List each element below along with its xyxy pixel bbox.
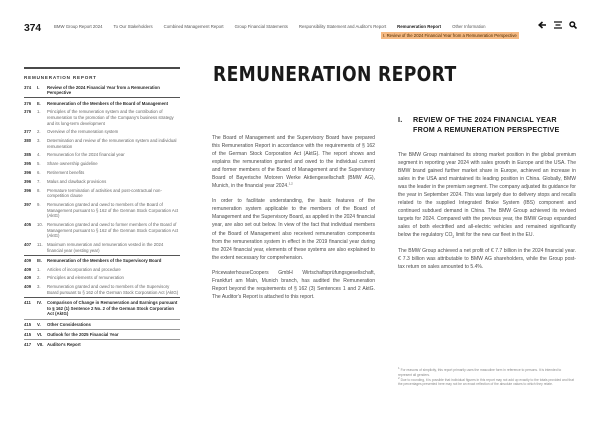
toc-entry-title: Share ownership guideline	[47, 161, 98, 167]
toc-section-number: 5.	[37, 161, 41, 167]
toc-page-number: 396	[24, 170, 32, 176]
toc-entry-title: Comparison of Change in Remuneration and Earnings pursuant to § 162 (1) Sentence 2 No. 2 of the German Stock Corporation Act (AktG)	[47, 300, 178, 317]
toc-page-number: 374	[24, 84, 32, 90]
toc-section-number: 9.	[37, 201, 41, 207]
toc-entry-title: Remuneration granted and owed to members of the Board of Management pursuant to § 162 of the German Stock Corporation Act (AktG)	[47, 201, 179, 219]
toc-entry-title: Overview of the remuneration system	[47, 129, 119, 135]
page-header	[0, 0, 600, 44]
toc-page-number: 397	[24, 201, 32, 207]
top-navigation	[54, 24, 497, 29]
footnote-1: $^1$ For reasons of simplicity, this report primarily uses the masculine form in reference to persons. It is intended to represent all genders.	[398, 366, 562, 377]
toc-entry-title: Retirement benefits	[47, 170, 85, 176]
nav-other-information[interactable]: Other Information	[452, 24, 486, 29]
toc-entry[interactable]	[24, 255, 180, 265]
toc-entry-title: Other Considerations	[47, 321, 91, 327]
toc-section-number: 3.	[37, 138, 41, 144]
intro-paragraph-3: PricewaterhouseCoopers GmbH Wirtschaftsprüfungsgesellschaft, Frankfurt am Main, Munich branch, has audited the Remuneration Report beyond the requirements of § 162 (3) Sentences 1 and 2 AktG. The Auditor's Report is attached to this report.	[212, 269, 375, 300]
toc-entry[interactable]	[24, 151, 180, 160]
intro-paragraph-2: In order to facilitate understanding, the basic features of the remuneration system applicable to the members of the Board of Management and the Supervisory Board, as applied in the 2024 financial year, are also set out below. In view of the fact that individual members of the Board of Management also received remuneration components from the remuneration system in effect in the 2019 financial year during the 2024 financial year, elements of these systems are also explained to the extent necessary for comprehension.	[212, 198, 375, 261]
toc-entry-title: Remuneration granted and owed to members of the Supervisory Board pursuant to § 162 of the German Stock Corporation Act (AktG)	[47, 284, 179, 295]
nav-responsibility-statement[interactable]: Responsibility Statement and Auditor's Report	[298, 24, 387, 29]
toc-page-number: 376	[24, 109, 32, 115]
toc-section-number: 2.	[37, 275, 41, 281]
page-number: 374	[24, 22, 41, 34]
toc-entry-title: Remuneration of the Members of the Supervisory Board	[47, 257, 162, 263]
toc-entry-title: Premature termination of activities and post-contractual non-competition clause	[47, 187, 162, 199]
table-of-contents	[24, 67, 180, 349]
back-arrow-icon[interactable]	[538, 21, 547, 29]
toc-page-number: 396	[24, 178, 32, 184]
section-number: I.	[398, 115, 403, 124]
section-title: REVIEW OF THE 2024 FINANCIAL YEAR FROM A REMUNERATION PERSPECTIVE	[413, 115, 560, 134]
toc-entry[interactable]	[24, 329, 180, 339]
toc-entry[interactable]	[24, 200, 180, 220]
toc-section-number: 1.	[37, 109, 41, 115]
toc-page-number: 396	[24, 187, 32, 193]
toc-page-number: 395	[24, 161, 32, 167]
toc-section-number: 8.	[37, 187, 41, 193]
toc-entry[interactable]	[24, 128, 180, 137]
toc-entry[interactable]	[24, 177, 180, 186]
toc-page-number: 376	[24, 100, 32, 106]
toc-entry[interactable]	[24, 83, 180, 97]
toc-entry[interactable]	[24, 274, 180, 283]
intro-column	[212, 134, 375, 308]
review-column	[398, 151, 576, 278]
intro-paragraph-1: The Board of Management and the Supervisory Board have prepared this Remuneration Report in accordance with the requirements of § 162 of the German Stock Corporation Act (AktG). The report shows and explains the remuneration granted and owed to the individual current and former members of the Board of Management and the Supervisory Board of Bayerische Motoren Werke Aktiengesellschaft (BMW AG), Munich, in the financial year 2024.$^{1,2}$	[212, 135, 375, 190]
toc-entry-title: Principles of the remuneration system and the contribution of remuneration to the promotion of the Company's business strategy and its long-term development	[47, 109, 174, 126]
toc-section-number: 2.	[37, 129, 41, 135]
footnote-ref[interactable]: 1,2	[288, 181, 293, 186]
toc-entry-title: Determination and review of the remuneration system and individual remuneration	[47, 138, 177, 149]
toc-section-number: III.	[37, 257, 42, 263]
toc-page-number: 385	[24, 152, 32, 158]
nav-group-financial-statements[interactable]: Group Financial Statements	[234, 24, 288, 29]
toc-section-number: 11.	[37, 241, 43, 247]
nav-combined-management-report[interactable]: Combined Management Report	[163, 24, 224, 29]
toc-section-number: II.	[37, 100, 41, 106]
menu-icon[interactable]	[554, 21, 562, 29]
toc-entry[interactable]	[24, 168, 180, 177]
toc-entry[interactable]	[24, 265, 180, 274]
toc-section-number: 3.	[37, 284, 41, 290]
toc-divider	[24, 67, 180, 69]
search-icon[interactable]	[569, 21, 577, 29]
nav-bmw-group-report[interactable]: BMW Group Report 2024	[54, 24, 103, 29]
toc-page-number: 409	[24, 275, 32, 281]
toc-page-number: 407	[24, 241, 32, 247]
toc-entry-title: Auditor's Report	[47, 341, 81, 347]
toc-section-number: VII.	[37, 341, 44, 347]
toc-page-number: 415	[24, 321, 32, 327]
toc-section-number: VI.	[37, 331, 43, 337]
toc-list	[24, 83, 180, 349]
footnote-2: $^2$ Due to rounding, it is possible that individual figures in this report may not add up exactly to the totals provided and that the percentages presented here may not be an exact reflection of the absolute values to which they relate.	[398, 375, 574, 387]
toc-entry[interactable]	[24, 186, 180, 200]
toc-page-number: 417	[24, 341, 32, 347]
toc-entry[interactable]	[24, 339, 180, 349]
toc-entry[interactable]	[24, 97, 180, 107]
toc-entry[interactable]	[24, 108, 180, 128]
section-heading	[398, 115, 578, 134]
toc-section-number: 6.	[37, 170, 41, 176]
toc-entry[interactable]	[24, 137, 180, 151]
toc-section-number: V.	[37, 321, 41, 327]
toc-entry-title: Malus and clawback provisions	[47, 178, 107, 184]
toc-page-number: 409	[24, 284, 32, 290]
toc-section-number: 4.	[37, 152, 41, 158]
footnotes	[398, 368, 576, 388]
toc-entry-title: Outlook for the 2025 Financial Year	[47, 331, 119, 337]
toc-page-number: 409	[24, 266, 32, 272]
toc-entry-title: Maximum remuneration and remuneration vested in the 2024 financial year (vesting year)	[47, 241, 164, 253]
toc-section-number: 1.	[37, 266, 41, 272]
toc-entry-title: Review of the 2024 Financial Year from a Remuneration Perspective	[47, 84, 160, 96]
header-icons	[538, 21, 577, 29]
toc-entry[interactable]	[24, 283, 180, 297]
toc-section-number: I.	[37, 84, 40, 90]
toc-entry-title: Remuneration of the Members of the Board of Management	[47, 100, 169, 106]
toc-section-number: 10.	[37, 221, 43, 227]
page-title: REMUNERATION REPORT	[213, 62, 457, 86]
toc-entry-title: Remuneration granted and owed to former members of the Board of Management pursuant to § 162 of the German Stock Corporation Act (AktG)	[47, 221, 179, 239]
toc-section-number: 7.	[37, 178, 41, 184]
toc-entry[interactable]	[24, 297, 180, 319]
toc-entry[interactable]	[24, 319, 180, 329]
toc-entry[interactable]	[24, 240, 180, 254]
toc-page-number: 409	[24, 257, 32, 263]
review-paragraph-1: The BMW Group maintained its strong market position in the global premium segment in reporting year 2024 with sales growth in Europe and the USA. The BMW brand gained further market share in Europe, achieved an increase in sales in the USA and maintained its leading position in China. Globally, BMW was the leader in the premium segment. The company adjusted its guidance for the year in September 2024. This was largely due to delivery stops and recalls related to the supplied Integrated Brake System (IBS) component and continued subdued demand in China. The BMW Group achieved its revised targets for 2024. Compared with the previous year, the BMW Group expanded sales of both electrified and all-electric vehicles and remained significantly below the regulatory $CO_2$ limit for the new car fleet in the EU.	[398, 152, 576, 240]
toc-entry[interactable]	[24, 160, 180, 169]
toc-entry-title: Articles of incorporation and procedure	[47, 266, 121, 272]
review-paragraph-2: The BMW Group achieved a net profit of € 7.7 billion in the 2024 financial year. € 7.3 billion was attributable to BMW AG shareholders, while the Group post-tax return on sales amounted to 5.4%.	[398, 247, 576, 270]
toc-page-number: 380	[24, 138, 32, 144]
toc-entry-title: Principles and elements of remuneration	[47, 275, 124, 281]
subnav-active-section[interactable]: I. Review of the 2024 Financial Year from a Remuneration Perspective	[383, 33, 517, 38]
toc-section-number: IV.	[37, 300, 42, 306]
toc-entry[interactable]	[24, 220, 180, 240]
toc-page-number: 377	[24, 129, 32, 135]
toc-page-number: 405	[24, 221, 32, 227]
toc-page-number: 415	[24, 331, 32, 337]
toc-page-number: 411	[24, 300, 31, 306]
nav-remuneration-report[interactable]: Remuneration Report	[397, 24, 442, 29]
toc-entry-title: Remuneration for the 2024 financial year	[47, 152, 125, 158]
nav-to-our-stakeholders[interactable]: To Our Stakeholders	[113, 24, 153, 29]
toc-heading: REMUNERATION REPORT	[24, 75, 97, 80]
